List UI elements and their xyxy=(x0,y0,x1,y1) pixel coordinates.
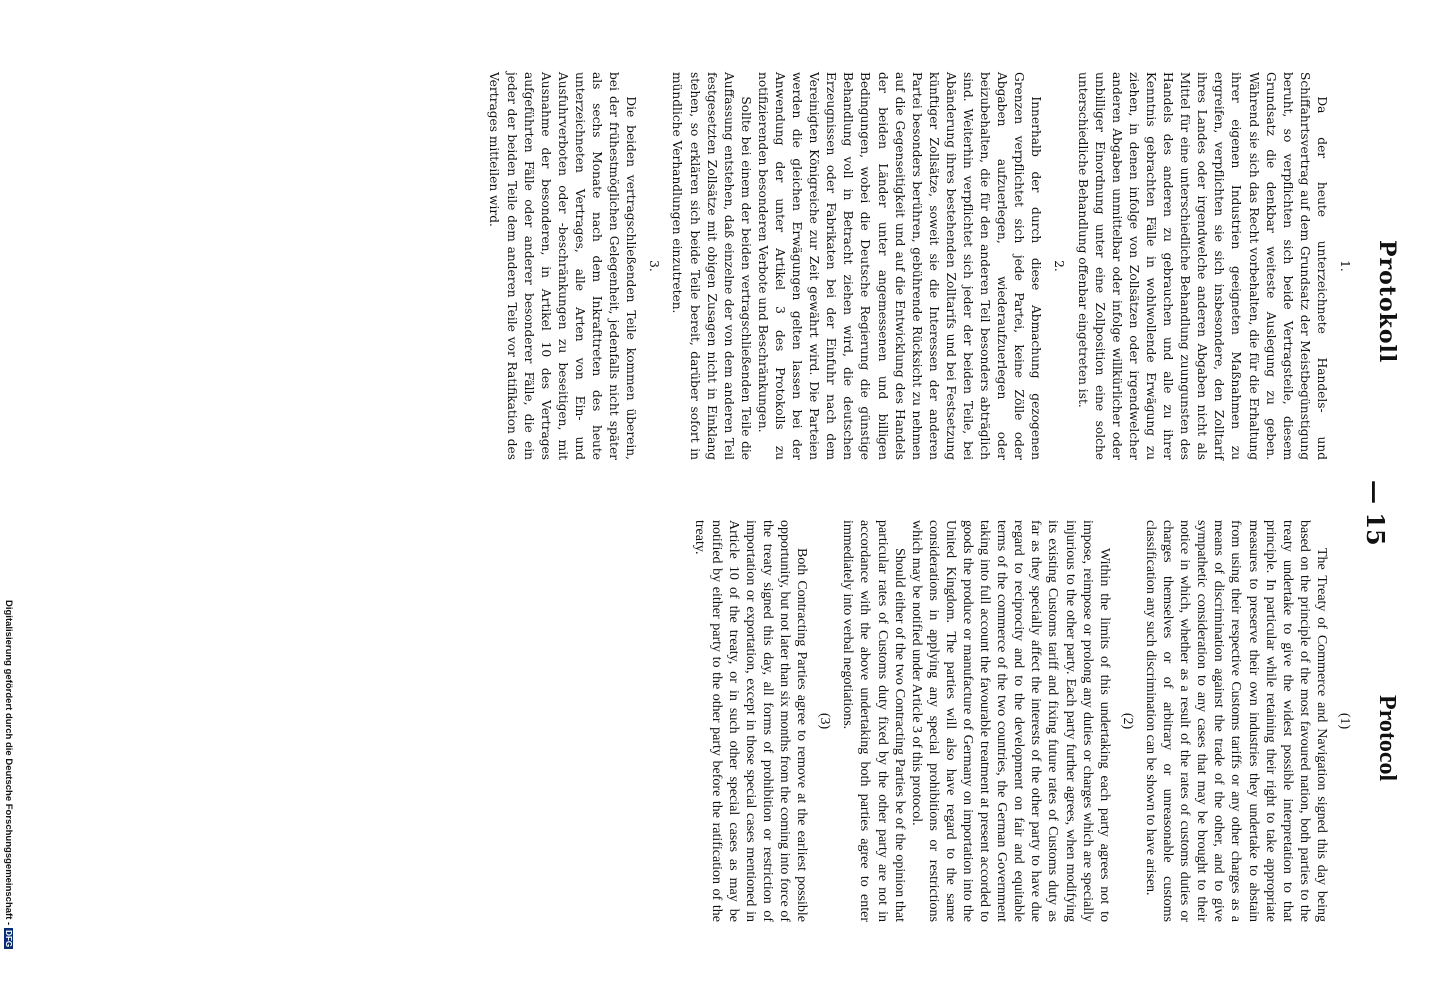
german-paragraph: Innerhalb der durch diese Abmachung gezogenen Grenzen verpflichtet sich jede Partei, keine Zölle oder Abgaben aufzuerlegen, wiederaufzuerlegen oder beizubehalten, die für den anderen Teil besonders abträglich sind. Weiterhin verpflichtet sich jeder der beiden Teile, bei Abänderung ihres bestehenden Zolltarifs und bei Festsetzung künftiger Zollsätze, soweit sie die Interessen der anderen Partei besonders berühren, gebührende Rücksicht zu nehmen auf die Gegenseitigkeit und auf die Entwicklung des Handels der beiden Länder unter angemessenen und billigen Bedingungen, wobei die Deutsche Regierung die günstige Behandlung voll in Betracht ziehen wird, die deutschen Erzeugnissen oder Fabrikaten bei der Einfuhr nach dem Vereinigten Königreiche zur Zeit gewährt wird. Die Parteien werden die gleichen Erwägungen gelten lassen bei der Anwendung der unter Artikel 3 des Protokolls zu notifizierenden besonderen Verbote und Beschränkungen. xyxy=(755,72,1044,460)
german-section-heading: 3. xyxy=(647,260,662,272)
dfg-logo: DFG xyxy=(4,930,13,948)
german-paragraph: Die beiden vertragschließenden Teile kommen überein, bei der frühestmöglichen Gelegenheit, jedenfalls nicht später als sechs Monate nach dem Inkrafttreten des heute unterzeichneten Vertrages, alle Arten von Ein- und Ausfuhrverboten oder -beschränkungen zu beseitigen, mit Ausnahme der besonderen, in Artikel 10 des Vertrages aufgeführten Fälle oder anderer besonderer Fälle, die ein jeder der beiden Teile dem anderen Teile vor Ratifikation des Vertrages mitteilen wird. xyxy=(487,72,639,460)
digitization-footer xyxy=(3,600,14,949)
german-section-2 xyxy=(668,72,1067,460)
english-paragraph: The Treaty of Commerce and Navigation signed this day being based on the principle of the most favoured nation, both parties to the treaty undertake to give the widest possible interpretation to that principle. In particular while retaining their right to take appropriate measures to preserve their own industries they undertake to abstain from using their respective Customs tariffs or any other charges as a means of discrimination against the trade of the other, and to give sympathetic consideration to any cases that may be brought to their notice in which, whether as a result of the rates of customs duties or charges themselves or of arbitrary or unreasonable customs classification any such discrimination can be shown to have arisen. xyxy=(1142,520,1329,922)
german-section-1 xyxy=(1074,72,1354,460)
english-section-3 xyxy=(691,520,834,922)
english-paragraph: Within the limits of this undertaking each party agrees not to impose, reimpose or prolong any duties or charges which are specially injurious to the other party. Each party further agrees, when modifying its existing Customs tariff and fixing future rates of Customs duty as far as they specially affect the interests of the other party to have due regard to reciprocity and to the development on fair and equitable terms of the commerce of the two countries, the German Government taking into full account the favourable treatment at present accorded to goods the produce or manufacture of Germany on importation into the United Kingdom. The parties will also have regard to the same considerations in applying any special prohibitions or restrictions which may be notified under Article 3 of this protocol. xyxy=(908,520,1112,922)
english-title: Protocol xyxy=(1374,695,1400,782)
english-paragraph: Both Contracting Parties agree to remove at the earliest possible opportunity, but not later than six months from the coming into force of the treaty signed this day, all forms of prohibition or restriction of importation or exportation, except in those special cases mentioned in Article 10 of the treaty, or in such other special cases as may be notified by either party to the other party before the ratification of the treaty. xyxy=(691,520,810,922)
english-section-2 xyxy=(839,520,1136,922)
english-section-heading: (2) xyxy=(1119,712,1135,730)
english-column xyxy=(691,520,1359,922)
footer-text: Digitalisierung gefördert durch die Deutsche Forschungsgemeinschaft - xyxy=(3,600,14,926)
german-column xyxy=(485,72,1359,460)
german-section-heading: 1. xyxy=(1338,260,1352,272)
german-paragraph: Da der heute unterzeichnete Handels- und Schiffahrtsvertrag auf dem Grundsatz der Meistbegünstigung beruht, so verpflichten sich beide Vertragsteile, diesem Grundsatz die denkbar weiteste Auslegung zu geben. Während sie sich das Recht vorbehalten, die für die Erhaltung ihrer eigenen Industrien geeigneten Maßnahmen zu ergreifen, verpflichten sie sich insbesondere, den Zolltarif ihres Landes oder irgendwelche anderen Abgaben nicht als Mittel für eine unterschiedliche Behandlung zuungunsten des Handels des anderen zu gebrauchen und alle zu ihrer Kenntnis gebrachten Fälle in wohlwollende Erwägung zu ziehen, in denen infolge von Zollsätzen oder irgendwelcher anderen Abgaben unmittelbar oder infolge willkürlicher oder unbilliger Einordnung unter eine Zollposition eine solche unterschiedliche Behandlung offenbar eingetreten ist. xyxy=(1075,72,1329,460)
page-number: — 15 xyxy=(1361,480,1390,546)
english-paragraph: Should either of the two Contracting Parties be of the opinion that particular rates of Customs duty fixed by the other party are not in accordance with the above undertaking both parties agree to enter immediately into verbal negotiations. xyxy=(840,520,907,922)
english-section-1 xyxy=(1142,520,1353,922)
german-title: Protokoll xyxy=(1374,240,1400,364)
english-section-heading: (1) xyxy=(1337,712,1352,730)
german-section-heading: 2. xyxy=(1052,260,1067,272)
german-section-3 xyxy=(485,72,662,460)
german-paragraph: Sollte bei einem der beiden vertragschließenden Teile die Auffassung entstehen, daß einzelne der von dem anderen Teil festgesetzten Zollsätze mit obigen Zusagen nicht in Einklang stehen, so erklären sich beide Teile bereit, darüber sofort in mündliche Verhandlungen einzutreten. xyxy=(670,72,753,460)
english-section-heading: (3) xyxy=(817,712,833,730)
